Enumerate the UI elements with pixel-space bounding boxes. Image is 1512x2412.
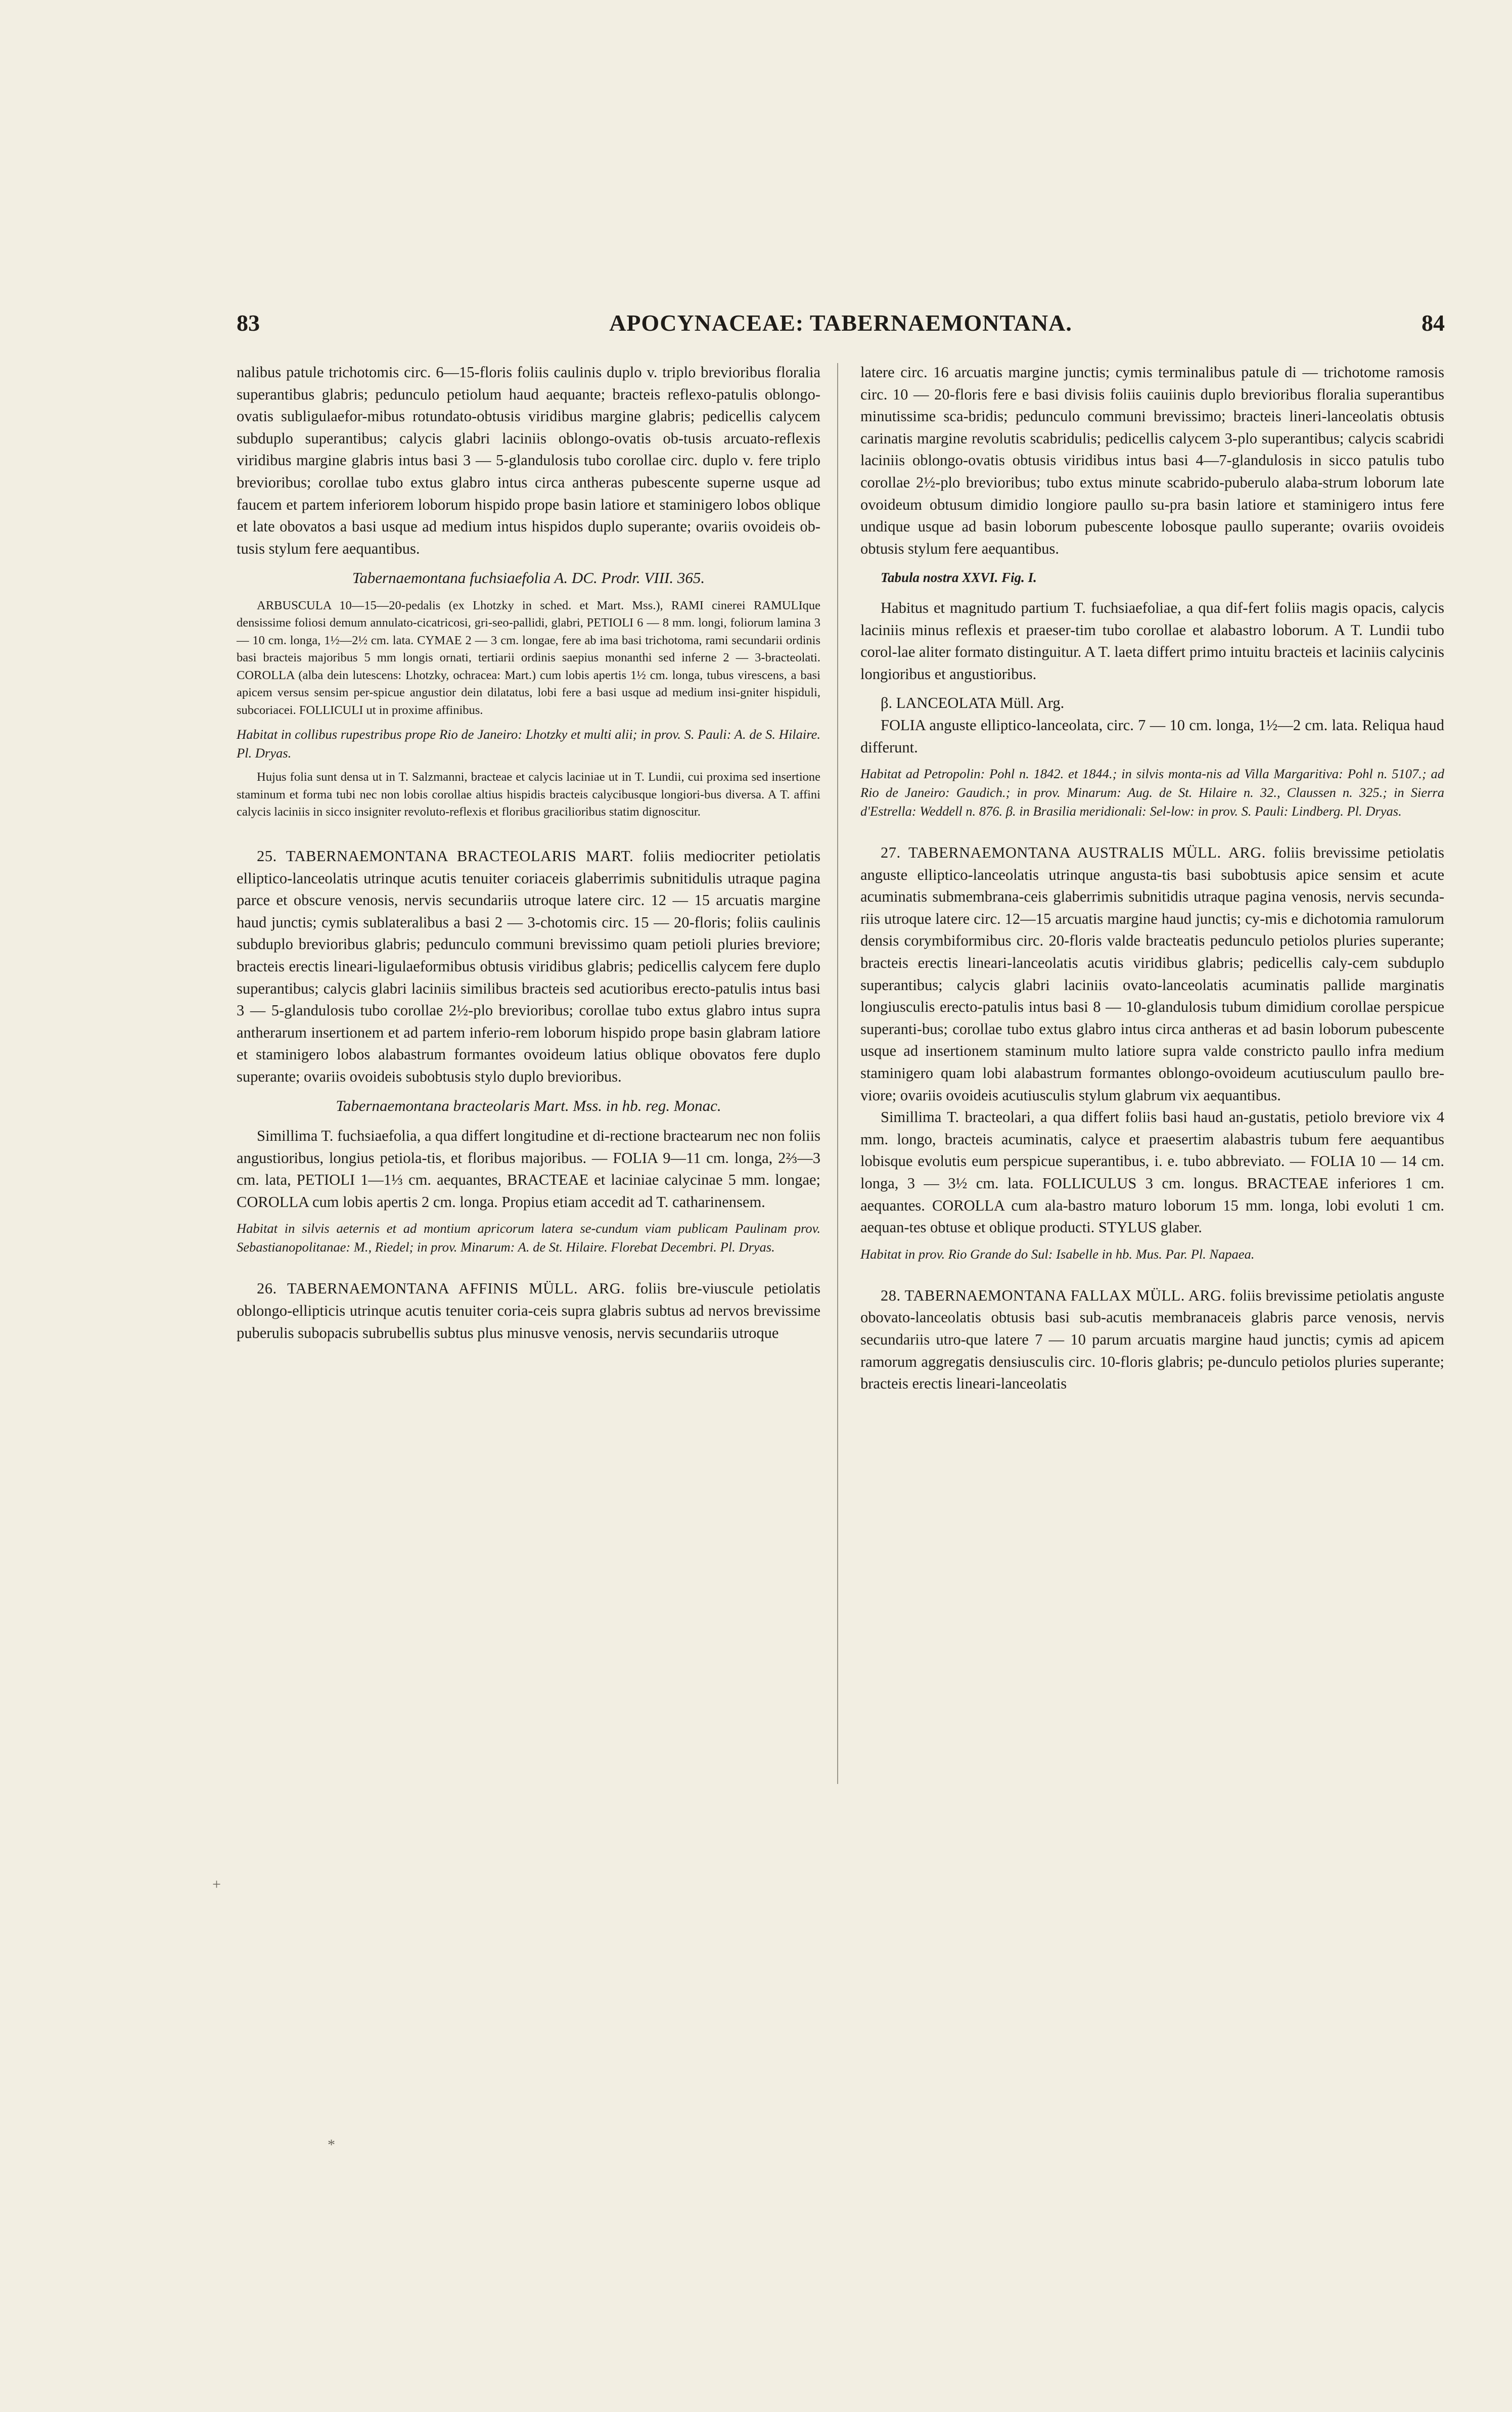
column-divider xyxy=(837,363,838,1784)
habitat-affinis: Habitat ad Petropolin: Pohl n. 1842. et 1844.; in silvis monta-nis ad Villa Margaritiva: Pohl n. 5107.; ad Rio de Janeiro: Gaudich.; in prov. Minarum: Aug. de St. Hilaire n. 32., Claussen n. 325.; in Sierra d'Estrella: Weddell n. 876. β. in Brasilia meridionali: Sel-low: in prov. S. Pauli: Lindberg. Pl. Dryas. xyxy=(860,766,1444,819)
description-fuchsiaefolia: ARBUSCULA 10—15—20-pedalis (ex Lhotzky in sched. et Mart. Mss.), RAMI cinerei RAMULIque densissime foliosi demum annulato-cicatricosi, gri-seo-pallidi, glabri, PETIOLI 6 — 8 mm. longi, foliorum lamina 3 — 10 cm. longa, 1½—2½ cm. lata. CYMAE 2 — 3 cm. longae, fere ab ima basi trichotoma, rami secundarii ordinis basi bracteis majoribus 5 mm longis ornati, tertiarii ordinis saepius monanthi sed inferne 2 — 3-bracteolati. COROLLA (alba dein lutescens: Lhotzky, ochracea: Mart.) cum lobis apertis 1½ cm. longa, tubus virescens, a basi apicem versus sensim per-spicue angustior dein dilatatus, lobi fere a basi usque ad medium insi-gniter hispiduli, subcoriacei. FOLLICULI ut in proxime affinibus. xyxy=(237,598,820,717)
note-australis: Simillima T. bracteolari, a qua differt foliis basi haud an-gustatis, petiolo breviore vix 4 mm. longo, bracteis acuminatis, calyce et praesertim alabastris tubum fere aequantibus lobisque evolutis eum perspicue superantibus, i. e. tubo abbreviato. — FOLIA 10 — 14 cm. longa, 3 — 3½ cm. lata. FOLLICULUS 3 cm. longus. BRACTEAE inferiores 1 cm. aequantes. COROLLA cum ala-bastro maturo loborum 15 mm. longa, lobi evoluti 1 cm. aequan-tes obtuse et oblique producti. STYLUS glaber. xyxy=(860,1108,1444,1236)
right-paragraph-continued: latere circ. 16 arcuatis margine junctis; cymis terminalibus patule di — trichotome ramosis circ. 10 — 20-floris fere e basi divisis foliis cauiinis duplo brevioribus floralia superantibus minutissime sca-bridis; pedunculo communi brevissimo; bracteis lineri-lanceolatis obtusis carinatis margine revolutis scabridulis; pedicellis calycem 3-plo superantibus; calycis scabridi laciniis oblongo-ovatis obtusis viridibus intus basi 4—7-glandulosis in sicco patulis tubo corollae 2½-plo brevioribus; tubo extus minute scabrido-puberulo alaba-strum loborum late ovoideum obtusum dimidio longiore paullo su-pra basin latiore et staminigero intus fere undique usque ad basin loborum pubescente lobosque paullo superante; ovariis ovoideis obtusis stylum fere aequantibus. xyxy=(860,364,1444,557)
page-number-right: 84 xyxy=(1422,310,1445,336)
species-27-entry xyxy=(860,842,1444,1106)
species-25-heading: 25. TABERNAEMONTANA BRACTEOLARIS MART. xyxy=(257,847,634,865)
page-number-left: 83 xyxy=(237,310,260,336)
habitat-bracteolaris: Habitat in silvis aeternis et ad montium apricorum latera se-cundum viam publicam Paulinam prov. Sebastianopolitanae: M., Riedel; in prov. Minarum: A. de St. Hilaire. Florebat Decembri. Pl. Dryas. xyxy=(237,1221,820,1255)
note-bracteolaris: Simillima T. fuchsiaefolia, a qua differt longitudine et di-rectione bractearum nec non foliis angustioribus, longius petiola-tis, et floribus majoribus. — FOLIA 9—11 cm. longa, 2⅔—3 cm. lata, PETIOLI 1—1⅓ cm. aequantes, BRACTEAE et laciniae calycinae 5 mm. longae; COROLLA cum lobis apertis 2 cm. longa. Propius etiam accedit ad T. catharinensem. xyxy=(237,1127,820,1211)
right-column xyxy=(860,362,1444,1395)
note-fuchsiaefolia: Hujus folia sunt densa ut in T. Salzmanni, bracteae et calycis laciniae ut in T. Lundii, cui proxima sed insertione staminum et forma tubi nec non lobis corollae altius hispidis bracteis calycibusque longiori-bus diversa. A T. affini calycis laciniis in sicco insigniter revoluto-reflexis et floribus gracilioribus statim dignoscitur. xyxy=(237,770,820,819)
species-28-entry xyxy=(860,1285,1444,1395)
synonym-bracteolaris: Tabernaemontana bracteolaris Mart. Mss. in hb. reg. Monac. xyxy=(336,1097,721,1115)
species-25-entry xyxy=(237,845,820,1088)
page-header xyxy=(237,309,1445,340)
running-title: APOCYNACEAE: TABERNAEMONTANA. xyxy=(609,310,1072,336)
species-28-diagnosis: foliis brevissime petiolatis anguste obovato-lanceolatis obtusis basi sub-acutis membranaceis glabris parce venosis, nervis secundariis utro-que latere 7 — 10 parum arcuatis margine haud junctis; cymis ad apicem ramorum aggregatis densiusculis circ. 10-floris glabris; pe-dunculo petiolos pluries superante; bracteis erectis lineari-lanceolatis xyxy=(860,1286,1444,1393)
variety-description: FOLIA anguste elliptico-lanceolata, circ. 7 — 10 cm. longa, 1½—2 cm. lata. Reliqua haud differunt. xyxy=(860,716,1444,756)
habitat-australis: Habitat in prov. Rio Grande do Sul: Isabelle in hb. Mus. Par. Pl. Napaea. xyxy=(860,1246,1255,1262)
stray-mark-dagger: + xyxy=(212,1876,221,1893)
species-26-diagnosis: foliis bre-viuscule petiolatis oblongo-ellipticis utrinque acutis tenuiter coria-ceis supra glabris subtus ad nervos brevissime puberulis subopacis subrubellis subtus plus minusve venosis, nervis secundariis utroque xyxy=(237,1280,820,1342)
synonym-fuchsiaefolia: Tabernaemontana fuchsiaefolia A. DC. Prodr. VIII. 365. xyxy=(352,569,705,587)
species-27-diagnosis: foliis brevissime petiolatis anguste elliptico-lanceolatis utrinque angusta-tis basi subobtusis apice sensim et acute acuminatis submembrana-ceis glaberrimis subnitidis utraque pagina venosis, nervis secunda-riis utroque latere circ. 12—15 arcuatis margine haud junctis; cy-mis e dichotomia ramulorum densis corymbiformibus circ. 20-floris valde bracteatis pedunculo petiolos pluries superante; bracteis erectis lineari-lanceolatis acutis viridibus glabris; pedicellis caly-cem subduplo superantibus; calycis glabri laciniis ovato-lanceolatis acuminatis pallide marginatis longiusculis erecto-patulis intus basi 8 — 10-glandulosis tubum dimidium corollae perspicue superanti-bus; corollae tubo extus glabro intus circa antheras et ad basin loborum pubescente usque ad insertionem staminum multo latiore supra valde constricto paullo infra medium staminigero quam lobi alabastrum formantes oblongo-ovoideum acutiusculum paullo bre-viore; ovariis ovoideis acutiusculis stylum glabrum vix aequantibus. xyxy=(860,844,1444,1104)
species-26-heading: 26. TABERNAEMONTANA AFFINIS MÜLL. ARG. xyxy=(257,1280,625,1298)
note-affinis: Habitus et magnitudo partium T. fuchsiaefoliae, a qua dif-fert foliis magis opacis, calycis laciniis minus reflexis et praeser-tim tubo corollae et alabastro loborum. A T. Lundii tubo corol-lae aliter formato distinguitur. A T. laeta differt primo intuitu bracteis et laciniis calycinis longioribus et angustioribus. xyxy=(860,599,1444,683)
species-26-entry xyxy=(237,1278,820,1344)
left-column xyxy=(237,362,820,1344)
left-paragraph-continued: nalibus patule trichotomis circ. 6—15-floris foliis caulinis duplo v. triplo brevioribus floralia superantibus glabris; pedunculo petiolum haud aequante; bracteis reflexo-patulis oblongo-ovatis subligulaefor-mibus rotundato-obtusis viridibus margine glabris; pedicellis calycem subduplo superantibus; calycis glabri laciniis oblongo-ovatis ob-tusis arcuato-reflexis viridibus margine glabris intus basi 3 — 5-glandulosis tubo corollae circ. duplo v. fere triplo brevioribus; corollae tubo extus glabro intus circa antheras pubescente superne usque ad faucem et partem inferiorem loborum hispido prope basin latiore et staminigero lobos oblique et late obovatos a basi usque ad medium intus hispidos duplo superante; ovariis ovoideis ob-tusis stylum fere aequantibus. xyxy=(237,364,820,557)
species-27-heading: 27. TABERNAEMONTANA AUSTRALIS MÜLL. ARG. xyxy=(881,844,1266,862)
species-28-heading: 28. TABERNAEMONTANA FALLAX MÜLL. ARG. xyxy=(881,1286,1226,1304)
stray-mark-star: * xyxy=(328,2136,335,2153)
plate-reference: Tabula nostra XXVI. Fig. I. xyxy=(881,570,1037,586)
variety-heading: β. LANCEOLATA Müll. Arg. xyxy=(881,694,1065,712)
species-25-diagnosis: foliis mediocriter petiolatis elliptico-lanceolatis utrinque acutis tenuiter coriaceis glaberrimis subnitidulis utraque pagina parce et obscure venosis, nervis secundariis utroque latere circ. 12 — 15 arcuatis margine haud junctis; cymis sublateralibus a basi 2 — 3-chotomis circ. 15 — 20-floris; foliis caulinis subduplo brevioribus glabris; pedunculo communi brevissimo quam petioli pluries breviore; bracteis erectis lineari-ligulaeformibus obtusis viridibus glabris; pedicellis calycem fere duplo superantibus; calycis glabri laciniis similibus bracteis sed acutioribus erecto-patulis intus basi 3 — 5-glandulosis tubo corollae 2½-plo brevioribus; corollae tubo extus glabro intus supra antherarum insertionem et ad partem inferio-rem loborum hispido prope basin glabram latiore et staminigero lobos alabastrum formantes ovoideum latius oblique obovatos fere duplo superante; ovariis ovoideis subobtusis stylo duplo brevioribus. xyxy=(237,847,820,1085)
habitat-fuchsiaefolia: Habitat in collibus rupestribus prope Rio de Janeiro: Lhotzky et multi alii; in prov. S. Pauli: A. de S. Hilaire. Pl. Dryas. xyxy=(237,727,820,761)
